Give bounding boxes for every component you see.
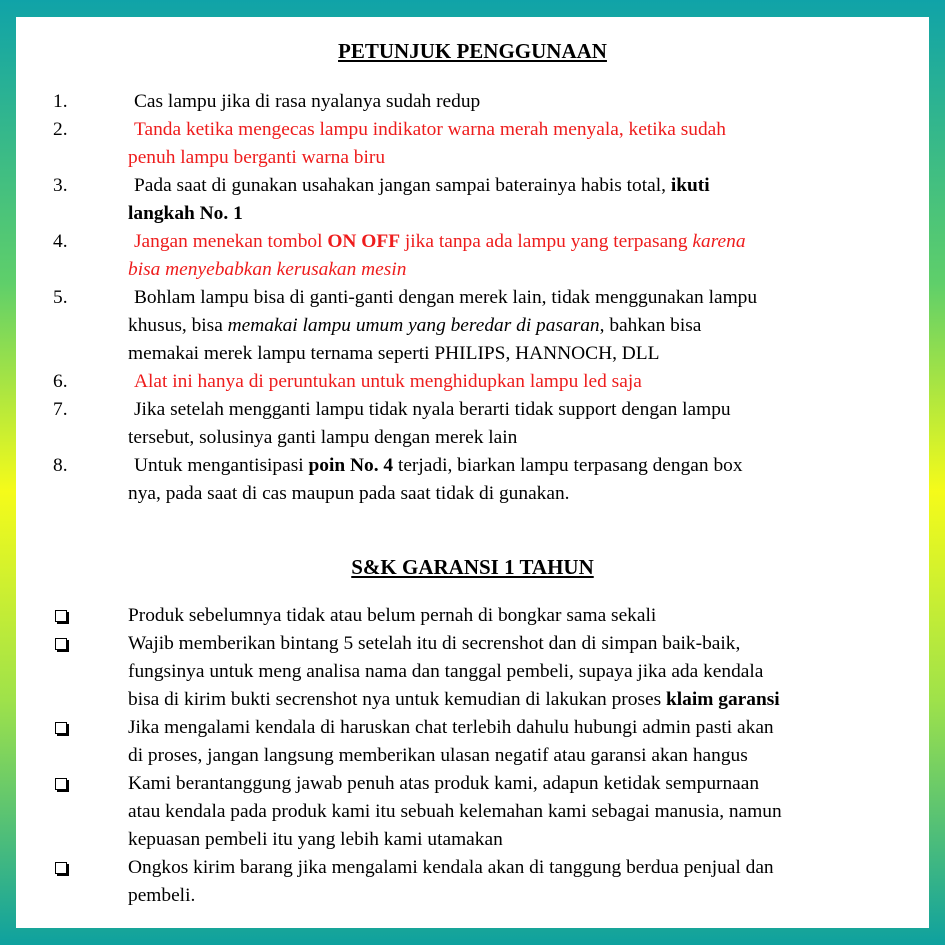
text-line (128, 480, 918, 508)
text-segment: Jika setelah mengganti lampu tidak nyala berarti tidak support dengan lampu (134, 399, 731, 420)
text-line (128, 424, 918, 452)
text-segment: bisa menyebabkan kerusakan mesin (128, 259, 407, 280)
text-line (128, 256, 918, 284)
text-line (128, 854, 918, 882)
text-segment: nya, pada saat di cas maupun pada saat tidak di gunakan. (128, 483, 570, 504)
text-line (128, 452, 918, 480)
text-line (128, 658, 918, 686)
text-line (128, 396, 918, 424)
text-segment: Bohlam lampu bisa di ganti-ganti dengan merek lain, tidak menggunakan lampu (134, 287, 758, 308)
list-item (128, 770, 918, 854)
text-line (128, 172, 918, 200)
text-segment: Untuk mengantisipasi (134, 455, 309, 476)
text-line (128, 228, 918, 256)
text-line (128, 340, 918, 368)
list-number: 8. (53, 455, 68, 476)
list-number: 7. (53, 399, 68, 420)
text-segment: langkah No. 1 (128, 203, 243, 224)
text-segment: di proses, jangan langsung memberikan ulasan negatif atau garansi akan hangus (128, 745, 748, 766)
text-segment: fungsinya untuk meng analisa nama dan tanggal pembeli, supaya jika ada kendala (128, 661, 764, 682)
text-segment: penuh lampu berganti warna biru (128, 147, 386, 168)
text-segment: kepuasan pembeli itu yang lebih kami utamakan (128, 829, 503, 850)
list-item (128, 396, 918, 452)
text-line (128, 284, 918, 312)
document-card (16, 17, 929, 928)
list-number: 3. (53, 175, 68, 196)
text-line (128, 312, 918, 340)
list-item (128, 116, 918, 172)
list-item (128, 228, 918, 284)
text-segment: Cas lampu jika di rasa nyalanya sudah redup (134, 91, 481, 112)
list-item (128, 172, 918, 228)
text-segment: klaim garansi (666, 689, 780, 710)
list-item (128, 714, 918, 770)
text-line (128, 88, 918, 116)
text-segment: tersebut, solusinya ganti lampu dengan merek lain (128, 427, 518, 448)
text-line (128, 368, 918, 396)
list-item (128, 368, 918, 396)
text-segment: Ongkos kirim barang jika mengalami kendala akan di tanggung berdua penjual dan (128, 857, 774, 878)
text-segment: memakai lampu umum yang beredar di pasaran (227, 315, 600, 336)
text-segment: pembeli. (128, 885, 196, 906)
text-segment: ON OFF (327, 231, 401, 252)
text-segment: poin No. 4 (308, 455, 394, 476)
list-number: 1. (53, 91, 68, 112)
text-line (128, 630, 918, 658)
list-item (128, 452, 918, 508)
checkbox-bullet-icon (55, 610, 67, 622)
text-line (128, 200, 918, 228)
text-line (128, 714, 918, 742)
text-segment: ikuti (670, 175, 710, 196)
text-line (128, 770, 918, 798)
checkbox-bullet-icon (55, 778, 67, 790)
petunjuk-title: PETUNJUK PENGGUNAAN (338, 39, 607, 63)
text-line (128, 144, 918, 172)
text-segment: jika tanpa ada lampu yang terpasang (400, 231, 693, 252)
text-line (128, 686, 918, 714)
text-segment: bisa di kirim bukti secrenshot nya untuk kemudian di lakukan proses (128, 689, 666, 710)
text-segment: memakai merek lampu ternama seperti PHILIPS, HANNOCH, DLL (128, 343, 660, 364)
text-segment: Wajib memberikan bintang 5 setelah itu di secrenshot dan di simpan baik-baik, (128, 633, 741, 654)
text-line (128, 116, 918, 144)
list-item (128, 284, 918, 368)
text-segment: Alat ini hanya di peruntukan untuk menghidupkan lampu led saja (134, 371, 642, 392)
text-segment: Jangan menekan tombol (134, 231, 328, 252)
text-segment: Kami berantanggung jawab penuh atas produk kami, adapun ketidak sempurnaan (128, 773, 760, 794)
checkbox-bullet-icon (55, 638, 67, 650)
text-segment: Produk sebelumnya tidak atau belum pernah di bongkar sama sekali (128, 605, 657, 626)
text-line (128, 882, 918, 910)
list-number: 5. (53, 287, 68, 308)
list-item (128, 854, 918, 910)
text-segment: Jika mengalami kendala di haruskan chat terlebih dahulu hubungi admin pasti akan (128, 717, 774, 738)
text-segment: khusus, bisa (128, 315, 228, 336)
text-line (128, 826, 918, 854)
list-number: 6. (53, 371, 68, 392)
list-item (128, 602, 918, 630)
text-segment: Pada saat di gunakan usahakan jangan sampai baterainya habis total, (134, 175, 671, 196)
text-segment: terjadi, biarkan lampu terpasang dengan box (393, 455, 743, 476)
list-item (128, 630, 918, 714)
text-segment: , bahkan bisa (599, 315, 702, 336)
text-segment: atau kendala pada produk kami itu sebuah kelemahan kami sebagai manusia, namun (128, 801, 782, 822)
text-line (128, 602, 918, 630)
text-line (128, 798, 918, 826)
list-item (128, 88, 918, 116)
list-number: 2. (53, 119, 68, 140)
checkbox-bullet-icon (55, 722, 67, 734)
text-line (128, 742, 918, 770)
text-segment: karena (692, 231, 746, 252)
garansi-title: S&K GARANSI 1 TAHUN (351, 555, 594, 579)
list-number: 4. (53, 231, 68, 252)
checkbox-bullet-icon (55, 862, 67, 874)
text-segment: Tanda ketika mengecas lampu indikator warna merah menyala, ketika sudah (134, 119, 726, 140)
